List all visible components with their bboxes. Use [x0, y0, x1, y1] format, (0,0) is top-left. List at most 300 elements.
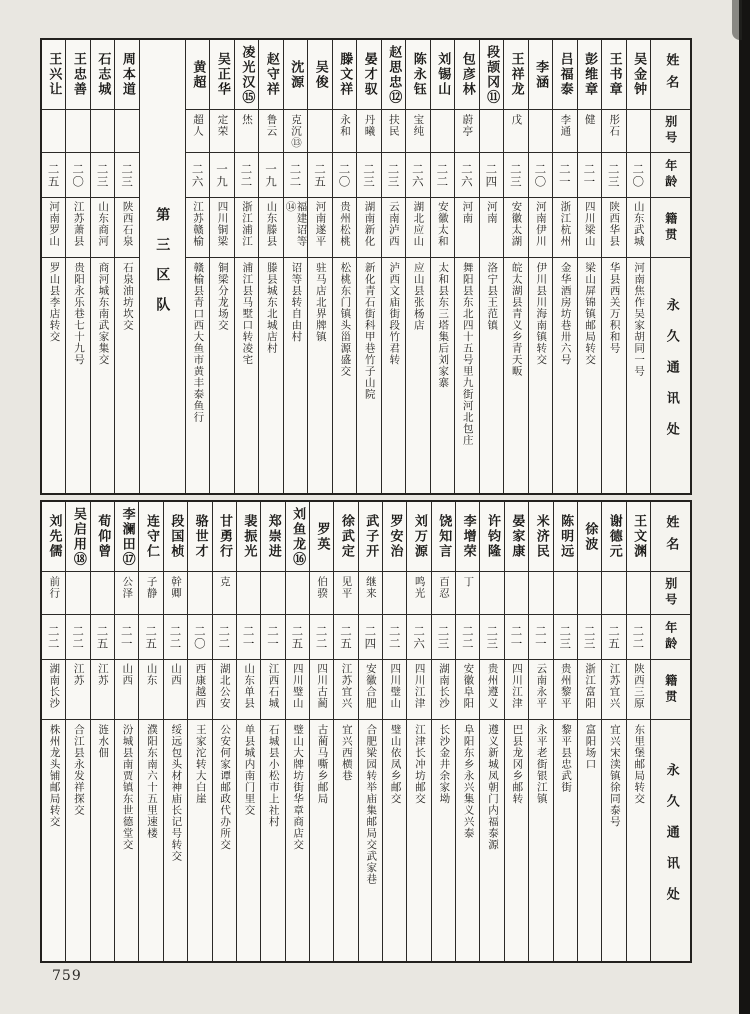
age-cell — [359, 615, 382, 660]
address-cell — [310, 720, 333, 961]
address-cell-text: 阜阳东乡永兴集义兴泰 — [462, 724, 475, 839]
address-cell — [237, 720, 260, 961]
person-column — [405, 40, 429, 493]
age-cell-text: 二五 — [606, 624, 621, 650]
name-cell-text: 滕文祥 — [337, 52, 353, 97]
address-cell — [66, 720, 89, 961]
name-cell-text: 许钧隆 — [484, 514, 500, 559]
name-cell — [480, 40, 503, 110]
name-cell-text: 王兴让 — [46, 52, 62, 97]
age-cell — [504, 153, 527, 198]
address-cell-text: 商河城东南武家集交 — [97, 262, 110, 366]
name-cell-text: 石志城 — [95, 52, 111, 97]
address-cell-text: 皖太湖县青义乡青天畈 — [510, 262, 523, 377]
person-column — [65, 502, 89, 961]
name-cell — [308, 40, 331, 110]
age-cell — [627, 153, 650, 198]
address-cell — [529, 720, 552, 961]
alias-cell — [91, 110, 114, 153]
address-cell — [186, 258, 209, 493]
name-cell — [235, 40, 258, 110]
age-cell — [333, 153, 356, 198]
age-cell-text: 二〇 — [533, 162, 548, 188]
native-place-cell — [578, 198, 601, 258]
native-place-cell-text: 山东 — [145, 663, 158, 686]
native-place-cell — [42, 660, 65, 720]
alias-cell — [66, 110, 89, 153]
age-cell — [115, 615, 138, 660]
header-address-label-text: 永久通讯处 — [663, 298, 679, 453]
name-cell — [286, 502, 309, 572]
alias-cell — [602, 572, 625, 615]
native-place-cell — [578, 660, 601, 720]
address-cell-text: 舞阳县东北四十五号里九街河北包庄 — [461, 262, 474, 446]
person-column — [504, 502, 528, 961]
alias-cell — [359, 572, 382, 615]
age-cell-text: 二二 — [71, 624, 86, 650]
native-place-cell-text: 山东商河 — [97, 201, 110, 247]
age-cell-text: 二一 — [582, 162, 597, 188]
name-cell-text: 王忠善 — [70, 52, 86, 97]
address-cell-text: 株州龙头铺邮局转交 — [48, 724, 61, 828]
header-alias-label — [651, 572, 690, 615]
person-column — [163, 502, 187, 961]
native-place-cell-text: 云南泸西 — [387, 201, 400, 247]
address-cell — [213, 720, 236, 961]
address-cell — [382, 258, 405, 493]
name-cell — [407, 502, 430, 572]
native-place-cell-text: 江苏萧县 — [72, 201, 85, 247]
name-cell-text: 陈明远 — [558, 514, 574, 559]
name-cell-text: 连守仁 — [143, 514, 159, 559]
person-column — [381, 40, 405, 493]
age-cell — [554, 615, 577, 660]
address-cell — [456, 720, 479, 961]
age-cell-text: 二六 — [412, 624, 427, 650]
address-cell — [602, 720, 625, 961]
alias-cell — [210, 110, 233, 153]
age-cell — [578, 615, 601, 660]
person-column — [601, 40, 625, 493]
scan-corner-shadow — [732, 0, 742, 40]
age-cell — [164, 615, 187, 660]
address-cell — [66, 258, 89, 493]
alias-cell — [553, 110, 576, 153]
alias-cell — [188, 572, 211, 615]
name-cell — [554, 502, 577, 572]
native-place-cell-text: 山东滕县 — [265, 201, 278, 247]
age-cell — [480, 615, 503, 660]
native-place-cell-text: 安徽合肥 — [364, 663, 377, 709]
name-cell-text: 吕福泰 — [557, 52, 573, 97]
age-cell — [627, 615, 650, 660]
address-cell — [259, 258, 282, 493]
header-column — [650, 502, 690, 961]
age-cell — [115, 153, 138, 198]
name-cell-text: 晏才驭 — [361, 52, 377, 97]
page-number: 759 — [52, 968, 82, 984]
age-cell — [357, 153, 380, 198]
person-column — [212, 502, 236, 961]
native-place-cell-text: 河南伊川 — [534, 201, 547, 247]
age-cell-text: 二五 — [290, 624, 305, 650]
alias-cell — [259, 110, 282, 153]
native-place-cell — [529, 660, 552, 720]
native-place-cell-text: 江苏 — [96, 663, 109, 686]
native-place-cell — [504, 198, 527, 258]
name-cell — [455, 40, 478, 110]
native-place-cell — [308, 198, 331, 258]
name-cell-text: 裴振光 — [241, 514, 257, 559]
person-column — [430, 40, 454, 493]
name-cell — [504, 40, 527, 110]
address-cell-text: 金华酒房坊巷卅六号 — [559, 262, 572, 366]
address-cell-text: 松桃东门镇头甾源盛交 — [339, 262, 352, 377]
name-cell-text: 罗安治 — [387, 514, 403, 559]
alias-cell-text: 超人 — [192, 114, 205, 137]
native-place-cell — [480, 198, 503, 258]
age-cell-text: 一九 — [264, 162, 279, 188]
alias-cell-text: 克 — [218, 576, 231, 588]
header-native-label-text: 籍贯 — [663, 673, 678, 706]
person-column — [283, 40, 307, 493]
header-address-label — [651, 258, 690, 493]
name-cell-text: 王书章 — [606, 52, 622, 97]
alias-cell-text: 宝纯 — [412, 114, 425, 137]
person-column — [431, 502, 455, 961]
age-cell-text: 二二 — [46, 624, 61, 650]
address-cell — [139, 720, 162, 961]
age-cell-text: 二五 — [312, 162, 327, 188]
alias-cell — [578, 110, 601, 153]
address-cell — [554, 720, 577, 961]
native-place-cell — [553, 198, 576, 258]
native-place-cell-text: 四川古蔺 — [316, 663, 329, 709]
native-place-cell-text: 江苏宜兴 — [608, 663, 621, 709]
alias-cell-text: 子静 — [145, 576, 158, 599]
native-place-cell-text: 贵州松桃 — [338, 201, 351, 247]
age-cell-text: 一九 — [215, 162, 230, 188]
name-cell — [432, 502, 455, 572]
header-alias-label-text: 别号 — [663, 577, 678, 609]
age-cell-text: 二二 — [435, 162, 450, 188]
person-column — [236, 502, 260, 961]
header-name-label-text: 姓名 — [663, 514, 679, 559]
native-place-cell — [333, 198, 356, 258]
alias-cell-text: 彤石 — [608, 114, 621, 137]
address-cell-text: 合江县永发祥探交 — [72, 724, 85, 816]
native-place-cell — [115, 198, 138, 258]
native-place-cell — [627, 198, 650, 258]
person-column — [406, 502, 430, 961]
address-cell — [455, 258, 478, 493]
address-cell-text: 绥远包头材神庙长记号转交 — [170, 724, 183, 862]
header-native-label — [651, 660, 690, 720]
name-cell — [406, 40, 429, 110]
age-cell — [213, 615, 236, 660]
alias-cell — [333, 110, 356, 153]
address-cell-text: 单县城内南门里交 — [243, 724, 256, 816]
native-place-cell-text: 山西 — [121, 663, 134, 686]
person-column — [309, 502, 333, 961]
name-cell-text: 骆世才 — [192, 514, 208, 559]
name-cell — [505, 502, 528, 572]
name-cell-text: 谢德元 — [606, 514, 622, 559]
address-cell-text: 梁山屏锦镇邮局转交 — [584, 262, 597, 366]
age-cell — [455, 153, 478, 198]
person-column — [454, 40, 478, 493]
name-cell — [66, 502, 89, 572]
alias-cell — [382, 110, 405, 153]
native-place-cell-text: 安徽太湖 — [510, 201, 523, 247]
name-cell-text: 沈源 — [288, 59, 304, 90]
native-place-cell-text: 河南罗山 — [48, 201, 61, 247]
person-column — [138, 502, 162, 961]
name-cell-text: 罗英 — [314, 521, 330, 552]
name-cell-text: 郑崇进 — [265, 514, 281, 559]
alias-cell — [627, 572, 650, 615]
native-place-cell-text: 四川铜梁 — [216, 201, 229, 247]
age-cell — [505, 615, 528, 660]
name-cell-text: 赵思忠⑫ — [386, 44, 402, 105]
native-place-cell — [286, 660, 309, 720]
name-cell-text: 陈永钰 — [410, 52, 426, 97]
address-cell — [627, 258, 650, 493]
alias-cell — [480, 572, 503, 615]
age-cell-text: 二二 — [288, 162, 303, 188]
address-cell-text: 赣榆县青口西大鱼市黄丰泰鱼行 — [192, 262, 205, 423]
native-place-cell — [188, 660, 211, 720]
alias-cell-text: 公泽 — [121, 576, 134, 599]
age-cell-text: 二五 — [46, 162, 61, 188]
age-cell — [553, 153, 576, 198]
address-cell-text: 王家沱转大白崖 — [194, 724, 207, 805]
native-place-cell-text: 山东单县 — [243, 663, 256, 709]
name-cell — [237, 502, 260, 572]
native-place-cell — [284, 198, 307, 258]
native-place-cell-text: 四川璧山 — [291, 663, 304, 709]
alias-cell — [529, 110, 552, 153]
alias-cell — [235, 110, 258, 153]
address-cell — [602, 258, 625, 493]
address-cell-text: 涟水佃 — [97, 724, 110, 759]
native-place-cell-text: 四川璧山 — [389, 663, 402, 709]
alias-cell-text: 鸣光 — [413, 576, 426, 599]
name-cell — [529, 40, 552, 110]
native-place-cell-text: 河南 — [461, 201, 474, 224]
person-column — [90, 502, 114, 961]
age-cell-text: 二五 — [144, 624, 159, 650]
person-column — [234, 40, 258, 493]
address-cell-text: 宜兴西横巷 — [340, 724, 353, 782]
age-cell — [406, 153, 429, 198]
native-place-cell-text: 湖南长沙 — [48, 663, 61, 709]
age-cell — [66, 615, 89, 660]
name-cell — [42, 502, 65, 572]
name-cell-text: 李增荣 — [460, 514, 476, 559]
alias-cell — [406, 110, 429, 153]
name-cell — [115, 502, 138, 572]
person-column — [42, 40, 65, 493]
alias-cell-text: 百忍 — [437, 576, 450, 599]
name-cell-text: 刘锡山 — [435, 52, 451, 97]
person-column — [626, 502, 650, 961]
native-place-cell — [235, 198, 258, 258]
name-cell-text: 武子开 — [363, 514, 379, 559]
native-place-cell-text: 江西石城 — [267, 663, 280, 709]
native-place-cell — [382, 198, 405, 258]
address-cell-text: 宜兴宋渎镇徐同泰号 — [608, 724, 621, 828]
alias-cell — [627, 110, 650, 153]
alias-cell — [432, 572, 455, 615]
name-cell — [164, 502, 187, 572]
age-cell — [284, 153, 307, 198]
native-place-cell — [91, 660, 114, 720]
native-place-cell — [213, 660, 236, 720]
alias-cell — [602, 110, 625, 153]
native-place-cell-text: 浙江浦江 — [241, 201, 254, 247]
name-cell — [627, 40, 650, 110]
address-cell-text: 璧山依凤乡邮交 — [389, 724, 402, 805]
name-cell-text: 吴俊 — [312, 59, 328, 90]
name-cell-text: 吴正华 — [214, 52, 230, 97]
header-column — [650, 40, 690, 493]
name-cell-text: 刘万源 — [411, 514, 427, 559]
age-cell — [42, 153, 65, 198]
age-cell — [578, 153, 601, 198]
scan-dark-edge — [739, 0, 750, 1014]
age-cell — [602, 615, 625, 660]
address-cell-text: 长沙金井余家坳 — [438, 724, 451, 805]
name-cell — [259, 40, 282, 110]
name-cell-text: 彭维章 — [582, 52, 598, 97]
address-cell-text: 黎平县忠武街 — [560, 724, 573, 793]
native-place-cell-text: 江苏赣榆 — [192, 201, 205, 247]
person-column — [114, 40, 138, 493]
person-column — [601, 502, 625, 961]
alias-cell — [115, 572, 138, 615]
native-place-cell — [407, 660, 430, 720]
age-cell-text: 二三 — [606, 162, 621, 188]
name-cell — [115, 40, 138, 110]
alias-cell-text: 克沉⑬ — [289, 114, 302, 149]
address-cell — [42, 720, 65, 961]
address-cell-text: 洛宁县王范镇 — [486, 262, 499, 331]
address-cell-text: 贵阳永乐巷七十九号 — [72, 262, 85, 366]
age-cell-text: 二二 — [314, 624, 329, 650]
native-place-cell-text: 陕西华县 — [608, 201, 621, 247]
alias-cell — [164, 572, 187, 615]
native-place-cell — [210, 198, 233, 258]
address-cell-text: 太和县东三塔集后刘家寨 — [437, 262, 450, 389]
name-cell — [261, 502, 284, 572]
name-cell-text: 徐波 — [582, 521, 598, 552]
age-cell-text: 二三 — [386, 162, 401, 188]
native-place-cell-text: 四川梁山 — [583, 201, 596, 247]
address-cell — [553, 258, 576, 493]
name-cell — [213, 502, 236, 572]
person-column — [455, 502, 479, 961]
name-cell — [553, 40, 576, 110]
age-cell-text: 二三 — [95, 162, 110, 188]
age-cell — [480, 153, 503, 198]
header-name-label-text: 姓名 — [663, 52, 679, 97]
age-cell-text: 二四 — [484, 162, 499, 188]
age-cell-text: 二六 — [410, 162, 425, 188]
address-cell-text: 石城县小松市上社村 — [267, 724, 280, 828]
alias-cell-text: 戊 — [510, 114, 523, 126]
person-column — [553, 502, 577, 961]
name-cell-text: 王祥龙 — [508, 52, 524, 97]
age-cell-text: 二一 — [533, 624, 548, 650]
address-cell — [578, 258, 601, 493]
native-place-cell — [310, 660, 333, 720]
age-cell-text: 二五 — [95, 624, 110, 650]
age-cell — [383, 615, 406, 660]
age-cell-text: 二三 — [508, 162, 523, 188]
name-cell — [602, 40, 625, 110]
address-cell-text: 滕县城东北城店村 — [265, 262, 278, 354]
age-cell-text: 二二 — [631, 624, 646, 650]
native-place-cell — [334, 660, 357, 720]
name-cell-text: 甘勇行 — [217, 514, 233, 559]
alias-cell — [505, 572, 528, 615]
age-cell-text: 二一 — [265, 624, 280, 650]
alias-cell-text: 健 — [583, 114, 596, 126]
address-cell-text: 驻马店北界牌镇 — [314, 262, 327, 343]
alias-cell — [213, 572, 236, 615]
address-cell-text: 璧山大牌坊街华章商店交 — [292, 724, 305, 851]
name-cell-text: 段颉冈⑪ — [484, 44, 500, 105]
name-cell — [284, 40, 307, 110]
address-cell — [359, 720, 382, 961]
native-place-cell — [431, 198, 454, 258]
name-cell-text: 徐武定 — [338, 514, 354, 559]
native-place-cell — [602, 660, 625, 720]
address-cell — [406, 258, 429, 493]
native-place-cell — [456, 660, 479, 720]
address-cell-text: 汾城县南贾镇东世德堂交 — [121, 724, 134, 851]
native-place-cell — [602, 198, 625, 258]
alias-cell-text: 烋 — [241, 114, 254, 126]
name-cell — [333, 40, 356, 110]
header-age-label-text: 年龄 — [663, 621, 678, 653]
alias-cell-text: 扶民 — [387, 114, 400, 137]
age-cell-text: 二三 — [582, 624, 597, 650]
alias-cell-text: 蔚亭 — [461, 114, 474, 137]
native-place-cell-text: 湖南新化 — [363, 201, 376, 247]
alias-cell — [286, 572, 309, 615]
name-cell — [382, 40, 405, 110]
age-cell-text: 二三 — [436, 624, 451, 650]
address-cell-text: 永平老街银江镇 — [535, 724, 548, 805]
native-place-cell-text: 云南永平 — [535, 663, 548, 709]
address-cell-text: 河南焦作吴家胡同一号 — [633, 262, 646, 377]
alias-cell — [431, 110, 454, 153]
alias-cell — [480, 110, 503, 153]
name-cell — [42, 40, 65, 110]
section-label-column — [139, 40, 185, 493]
person-column — [65, 40, 89, 493]
age-cell — [308, 153, 331, 198]
native-place-cell-text: 湖南长沙 — [437, 663, 450, 709]
alias-cell-text: 前行 — [48, 576, 61, 599]
alias-cell — [261, 572, 284, 615]
roster-table-bottom — [40, 500, 692, 963]
address-cell — [480, 720, 503, 961]
native-place-cell — [66, 660, 89, 720]
name-cell-text: 晏家康 — [509, 514, 525, 559]
